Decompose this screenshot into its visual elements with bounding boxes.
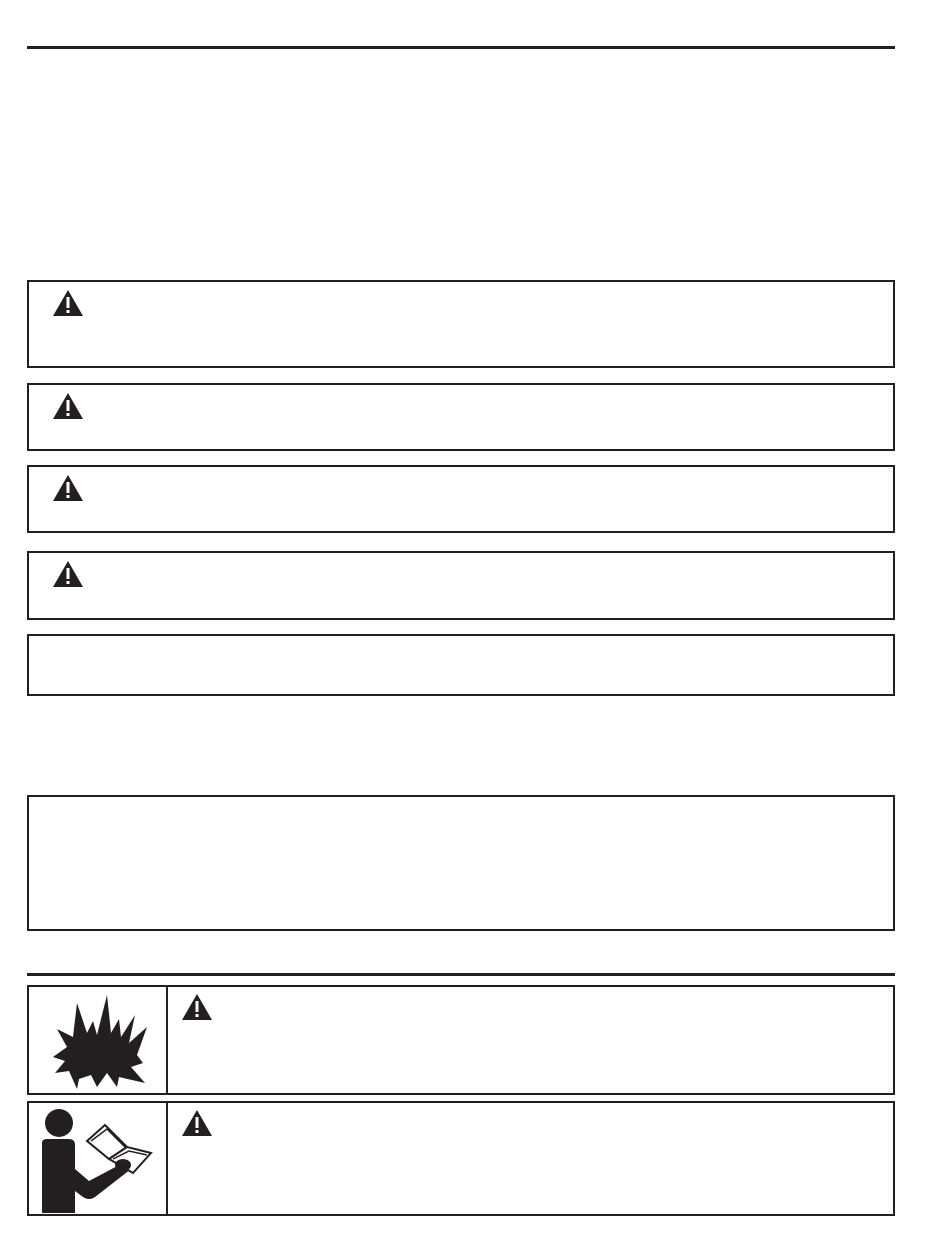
top-divider xyxy=(27,46,895,49)
warning-box-3 xyxy=(27,465,895,533)
warning-triangle-icon xyxy=(52,392,84,420)
warning-triangle-icon xyxy=(181,993,213,1021)
read-manual-icon xyxy=(39,1107,157,1213)
warning-box-4 xyxy=(27,551,895,620)
read-manual-pictogram-cell xyxy=(29,1103,168,1214)
explosion-hazard-row xyxy=(27,985,895,1095)
warning-box-2 xyxy=(27,383,895,451)
warning-triangle-icon xyxy=(52,289,84,317)
info-box xyxy=(27,795,895,931)
explosion-hazard-icon xyxy=(47,993,149,1089)
warning-triangle-icon xyxy=(52,474,84,502)
explosion-pictogram-cell xyxy=(29,987,168,1093)
warning-triangle-icon xyxy=(181,1109,213,1137)
section-divider xyxy=(27,973,895,976)
warning-triangle-icon xyxy=(52,560,84,588)
read-manual-row xyxy=(27,1101,895,1216)
warning-box-1 xyxy=(27,280,895,368)
notice-box xyxy=(27,634,895,696)
